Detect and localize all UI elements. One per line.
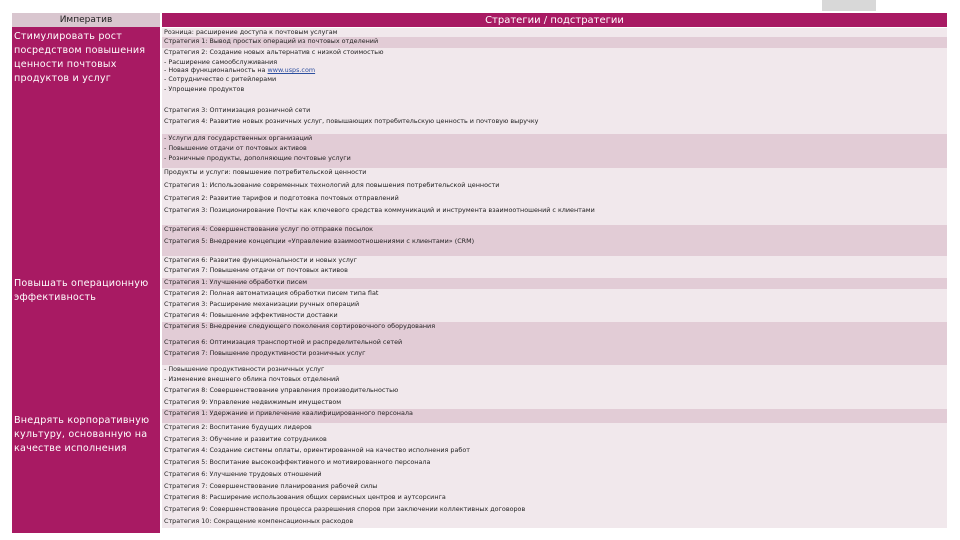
strategy-text: Стратегия 1: Использование современных технологий для повышения потребительской ценности	[164, 181, 500, 189]
strategy-text: Стратегия 8: Совершенствование управления производительностью	[164, 386, 399, 394]
strategy-text: Розница: расширение доступа к почтовым услугам	[164, 28, 338, 36]
corner-tab	[822, 0, 876, 11]
strategy-row	[162, 66, 947, 75]
strategy-text: Стратегия 3: Позиционирование Почты как ключевого средства коммуникаций и инструмента взаимоотношений с клиентами	[164, 206, 595, 214]
strategy-text: Стратегия 1: Улучшение обработки писем	[164, 278, 308, 286]
imperative-culture: Внедрять корпоративную культуру, основанную на качестве исполнения	[14, 415, 150, 454]
strategy-text: Стратегия 9: Управление недвижимым имуществом	[164, 398, 342, 406]
strategy-text: Стратегия 10: Сокращение компенсационных расходов	[164, 517, 354, 525]
strategy-text: Стратегия 4: Создание системы оплаты, ориентированной на качество исполнения работ	[164, 446, 470, 454]
strategy-text: - Повышение продуктивности розничных услуг	[164, 365, 325, 373]
strategy-text: Стратегия 2: Создание новых альтернатив с низкой стоимостью	[164, 48, 384, 56]
strategy-text: Стратегия 7: Совершенствование планирования рабочей силы	[164, 482, 378, 490]
strategy-text: Стратегия 6: Оптимизация транспортной и распределительной сетей	[164, 338, 403, 346]
strategy-text: Стратегия 8: Расширение использования общих сервисных центров и аутсорсинга	[164, 493, 446, 501]
strategy-row	[162, 300, 947, 311]
strategy-row	[162, 181, 947, 194]
strategy-text: Стратегия 6: Развитие функциональности и новых услуг	[164, 256, 357, 264]
strategy-row	[162, 237, 947, 256]
strategy-row	[162, 423, 947, 435]
strategy-row	[162, 409, 947, 423]
strategy-text: - Услуги для государственных организаций	[164, 134, 313, 142]
strategy-text: Стратегия 4: Повышение эффективности доставки	[164, 311, 338, 319]
strategy-row	[162, 85, 947, 106]
strategy-row	[162, 398, 947, 409]
imperative-column-header: Императив	[12, 13, 160, 27]
strategy-row	[162, 322, 947, 338]
strategy-row	[162, 278, 947, 289]
strategy-text: - Розничные продукты, дополняющие почтовые услуги	[164, 154, 351, 162]
strategy-row	[162, 48, 947, 58]
strategy-row	[162, 493, 947, 505]
website-link[interactable]: www.usps.com	[267, 66, 316, 74]
strategy-text: - Изменение внешнего облика почтовых отделений	[164, 375, 340, 383]
strategy-text: Стратегия 5: Воспитание высокоэффективного и мотивированного персонала	[164, 458, 431, 466]
strategy-row	[162, 446, 947, 458]
strategies-column-header: Стратегии / подстратегии	[162, 13, 947, 27]
strategy-text: - Упрощение продуктов	[164, 85, 245, 93]
strategy-row	[162, 458, 947, 470]
strategy-row	[162, 470, 947, 482]
strategy-text: Стратегия 3: Обучение и развитие сотрудников	[164, 435, 327, 443]
strategy-text: Стратегия 2: Развитие тарифов и подготовка почтовых отправлений	[164, 194, 399, 202]
strategy-row	[162, 338, 947, 349]
strategy-text: Стратегия 7: Повышение продуктивности розничных услуг	[164, 349, 366, 357]
strategy-row	[162, 311, 947, 322]
imperative-growth: Стимулировать рост посредством повышения ценности почтовых продуктов и услуг	[14, 31, 146, 84]
strategy-row	[162, 154, 947, 168]
strategy-row	[162, 375, 947, 386]
strategy-text: Стратегия 7: Повышение отдачи от почтовых активов	[164, 266, 348, 274]
strategy-row	[162, 266, 947, 278]
strategy-text: Стратегия 3: Оптимизация розничной сети	[164, 106, 311, 114]
strategy-row	[162, 194, 947, 206]
strategy-row	[162, 168, 947, 181]
strategy-text: Стратегия 1: Удержание и привлечение квалифицированного персонала	[164, 409, 413, 417]
strategy-text: - Повышение отдачи от почтовых активов	[164, 144, 307, 152]
strategy-row	[162, 482, 947, 493]
strategy-row	[162, 289, 947, 300]
strategy-text: Стратегия 6: Улучшение трудовых отношений	[164, 470, 322, 478]
strategy-text: Стратегия 4: Совершенствование услуг по отправке посылок	[164, 225, 373, 233]
strategy-row	[162, 365, 947, 375]
strategy-row	[162, 58, 947, 66]
strategy-row	[162, 349, 947, 365]
strategy-text: Продукты и услуги: повышение потребительской ценности	[164, 168, 367, 176]
strategy-text: Стратегия 2: Воспитание будущих лидеров	[164, 423, 312, 431]
strategy-row	[162, 75, 947, 85]
imperative-efficiency: Повышать операционную эффективность	[14, 278, 149, 303]
strategy-text: Стратегия 1: Вывод простых операций из почтовых отделений	[164, 37, 379, 45]
strategy-row	[162, 106, 947, 117]
strategy-text: Стратегия 9: Совершенствование процесса разрешения споров при заключении коллективных договоров	[164, 505, 526, 513]
strategy-row	[162, 28, 947, 37]
strategy-text: - Новая функциональность на	[164, 66, 268, 74]
strategy-text: Стратегия 4: Развитие новых розничных услуг, повышающих потребительскую ценность и почтовую выручку	[164, 117, 539, 125]
strategy-row	[162, 517, 947, 528]
strategy-row	[162, 386, 947, 398]
strategy-text: Стратегия 5: Внедрение концепции «Управление взаимоотношениями с клиентами» (CRM)	[164, 237, 475, 245]
strategy-row	[162, 37, 947, 48]
strategy-row	[162, 435, 947, 446]
strategy-text: - Расширение самообслуживания	[164, 58, 278, 66]
strategy-text: Стратегия 2: Полная автоматизация обработки писем типа flat	[164, 289, 379, 297]
strategy-text: Стратегия 3: Расширение механизации ручных операций	[164, 300, 360, 308]
strategy-row	[162, 134, 947, 144]
strategy-row	[162, 144, 947, 154]
strategy-row	[162, 206, 947, 225]
strategy-row	[162, 256, 947, 266]
strategy-text: Стратегия 5: Внедрение следующего поколения сортировочного оборудования	[164, 322, 436, 330]
strategy-row	[162, 117, 947, 134]
strategy-row	[162, 505, 947, 517]
strategy-text: - Сотрудничество с ритейлерами	[164, 75, 277, 83]
strategy-row	[162, 225, 947, 237]
